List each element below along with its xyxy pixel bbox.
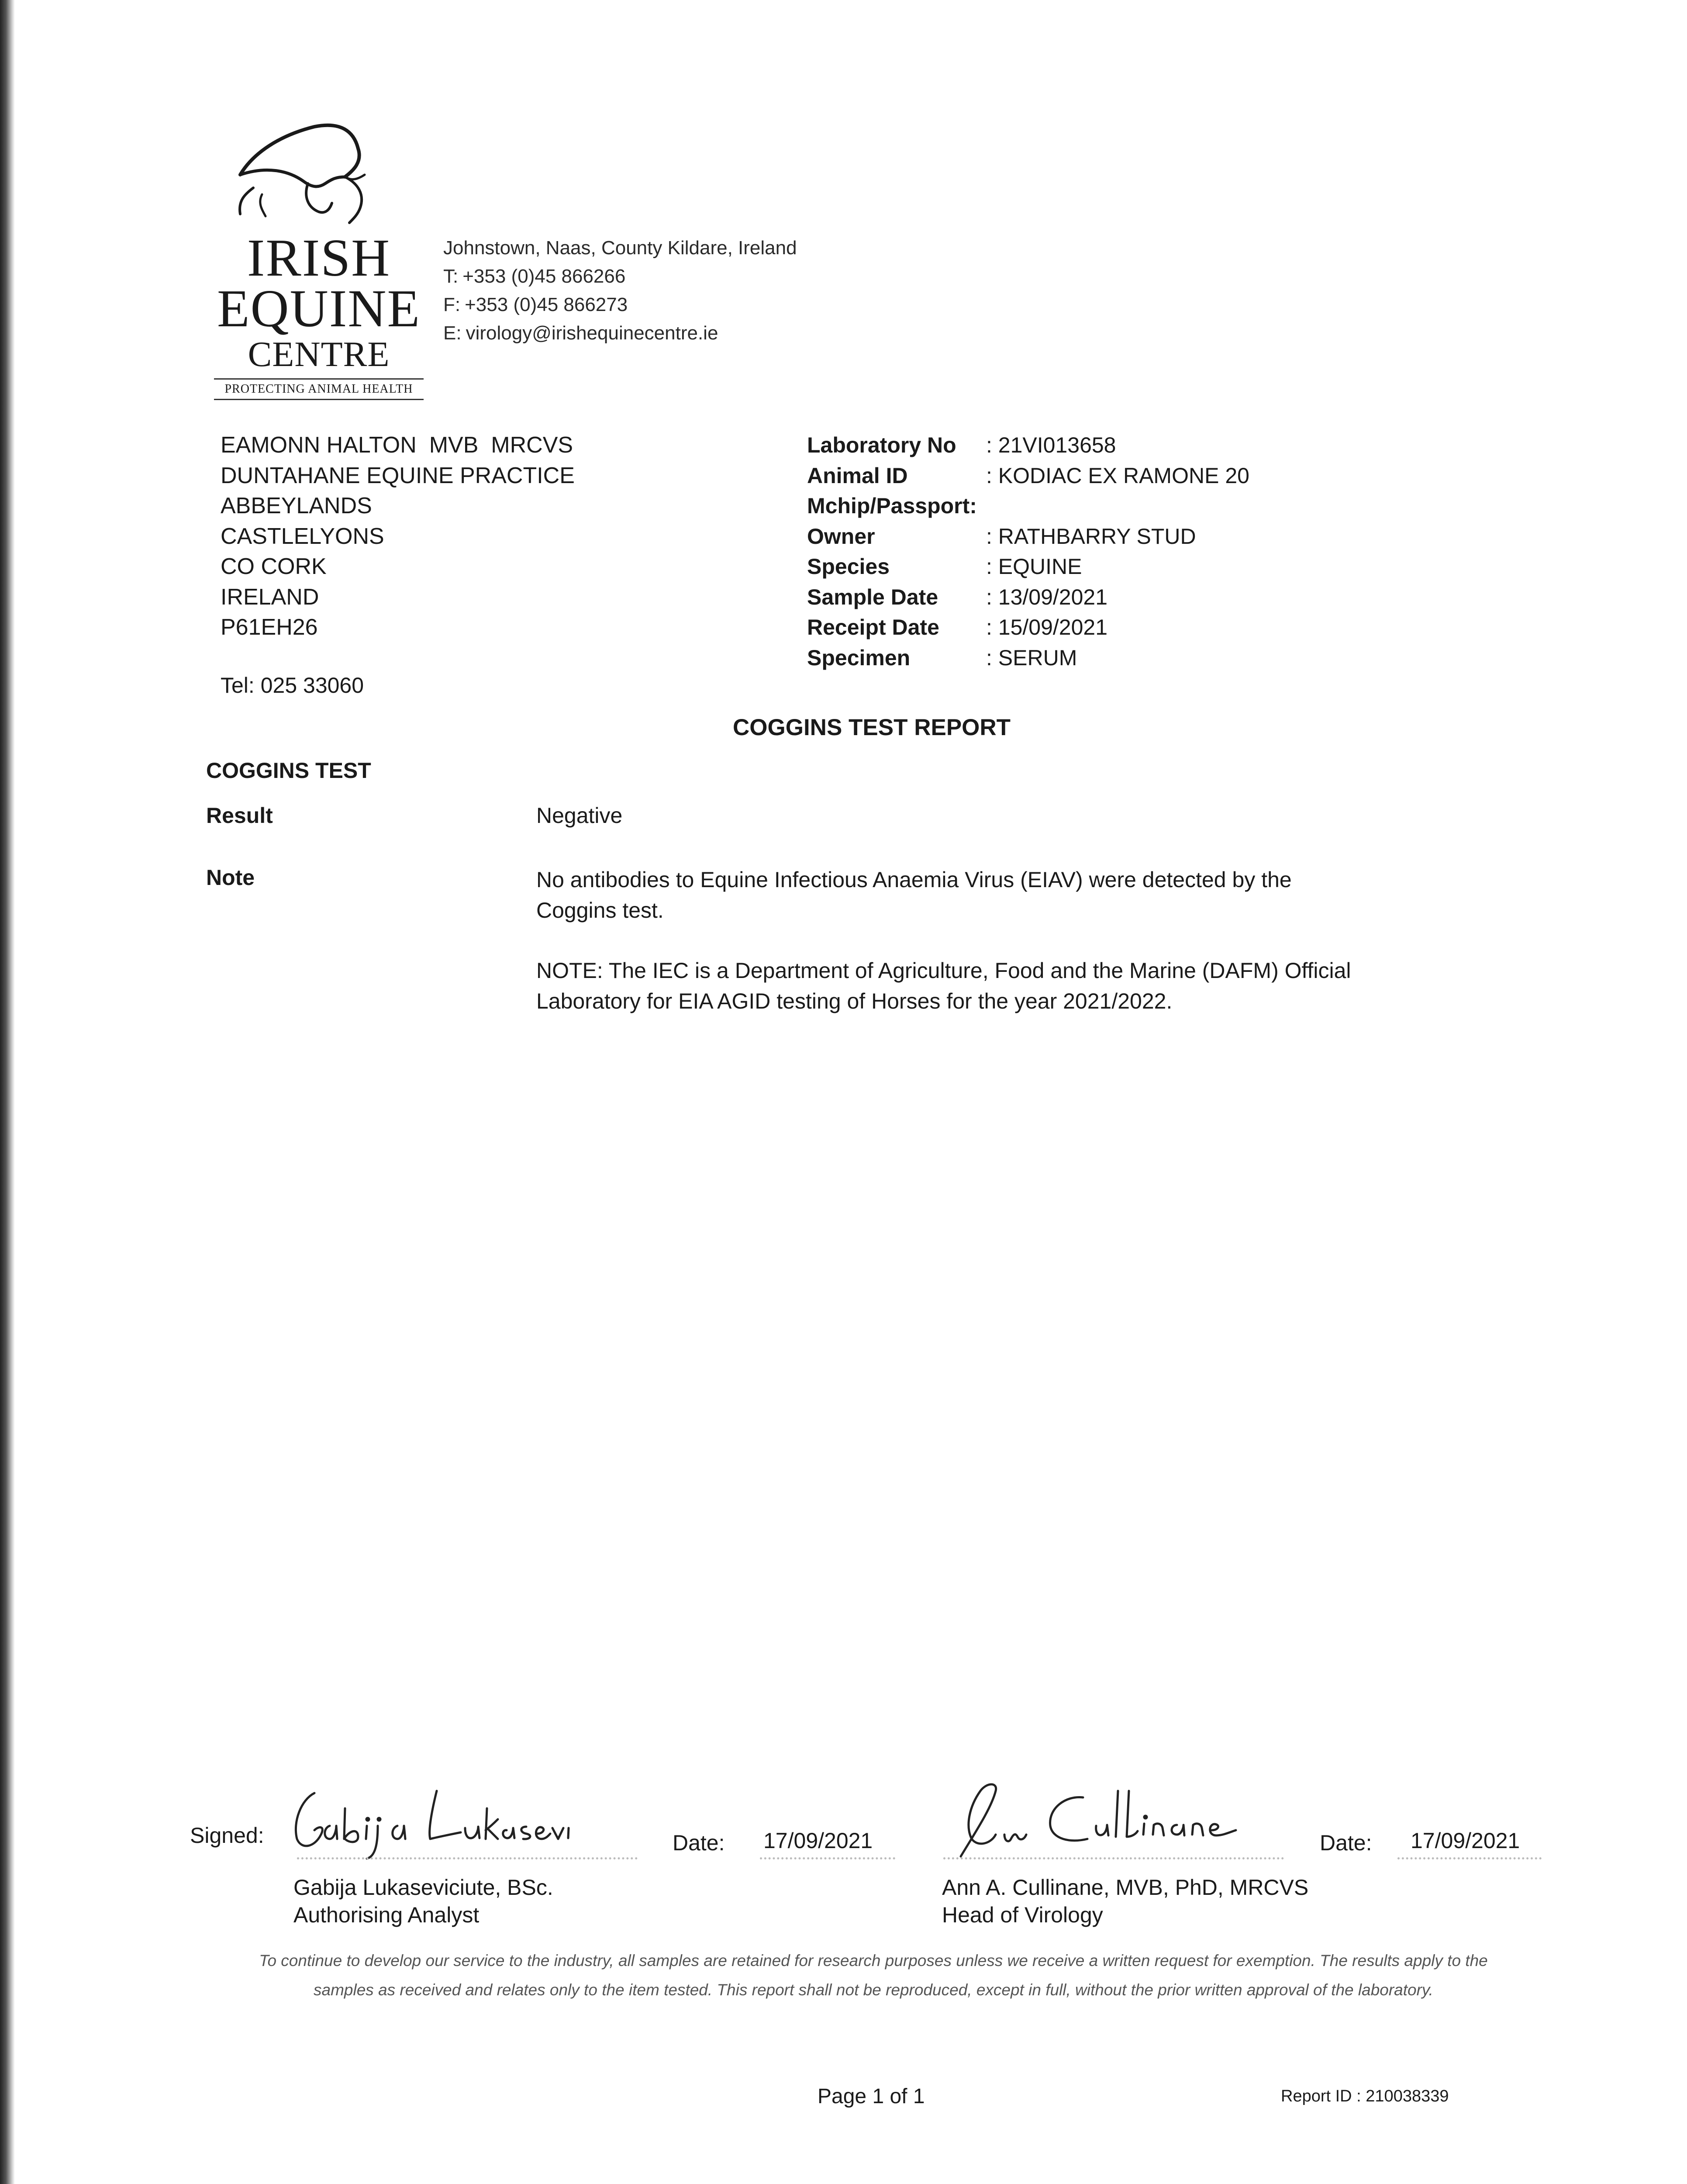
logo-line-2: EQUINE xyxy=(217,279,421,338)
detail-label: Laboratory No xyxy=(807,433,956,457)
sample-details xyxy=(807,430,1249,673)
detail-row xyxy=(807,582,1249,613)
address-line: CASTLELYONS xyxy=(221,523,384,549)
footer-disclaimer: To continue to develop our service to the industry, all samples are retained for research purposes unless we receive a written request for exemption. The results apply to the samples as received and relates only to the item tested. This report shall not be reproduced, except in full, without the prior written approval of the laboratory. xyxy=(259,1952,1488,1999)
detail-value: : 21VI013658 xyxy=(986,433,1116,457)
detail-value: : 15/09/2021 xyxy=(986,615,1108,639)
recipient-tel: Tel: 025 33060 xyxy=(221,673,364,698)
scan-edge xyxy=(0,0,15,2184)
contact-address: Johnstown, Naas, County Kildare, Ireland xyxy=(443,237,797,259)
address-line: IRELAND xyxy=(221,584,319,610)
note-text: No antibodies to Equine Infectious Anaemia Virus (EIAV) were detected by the Coggins test. xyxy=(536,867,1292,923)
detail-row xyxy=(807,643,1249,674)
address-line: P61EH26 xyxy=(221,615,318,640)
detail-row xyxy=(807,461,1249,491)
date-value-right: 17/09/2021 xyxy=(1411,1828,1520,1853)
result-label: Result xyxy=(206,803,273,828)
logo-line-3: CENTRE xyxy=(248,334,390,374)
detail-row xyxy=(807,430,1249,461)
date-label-right: Date: xyxy=(1320,1831,1372,1855)
signer-right-role: Head of Virology xyxy=(942,1903,1103,1927)
note2-text: NOTE: The IEC is a Department of Agriculture, Food and the Marine (DAFM) Official Laboratory for EIA AGID testing of Horses for the year 2021/2022. xyxy=(536,958,1351,1013)
address-line: CO CORK xyxy=(221,554,327,579)
detail-value: : SERUM xyxy=(986,645,1077,670)
contact-fax: +353 (0)45 866273 xyxy=(465,294,628,315)
email-key: E: xyxy=(443,322,462,344)
horse-icon xyxy=(214,118,424,232)
section-heading: COGGINS TEST xyxy=(206,758,371,783)
detail-label: Sample Date xyxy=(807,584,938,609)
address-line: ABBEYLANDS xyxy=(221,493,372,518)
note-label: Note xyxy=(206,865,255,890)
detail-value: : EQUINE xyxy=(986,554,1082,579)
company-logo xyxy=(214,118,424,400)
detail-value: : 13/09/2021 xyxy=(986,584,1108,609)
signed-label: Signed: xyxy=(190,1823,264,1848)
detail-value: : KODIAC EX RAMONE 20 xyxy=(986,463,1249,488)
detail-value: : RATHBARRY STUD xyxy=(986,524,1196,549)
contact-email[interactable]: virology@irishequinecentre.ie xyxy=(466,322,718,344)
page-number: Page 1 of 1 xyxy=(818,2085,925,2108)
signature-left xyxy=(288,1778,585,1861)
signature-right xyxy=(939,1773,1288,1865)
detail-label: Mchip/Passport: xyxy=(807,494,977,518)
detail-row xyxy=(807,612,1249,643)
recipient-address xyxy=(221,430,575,643)
detail-label: Owner xyxy=(807,524,875,549)
signer-right-name: Ann A. Cullinane, MVB, PhD, MRCVS xyxy=(942,1875,1309,1900)
logo-line-1: IRISH xyxy=(247,228,391,287)
detail-row xyxy=(807,552,1249,582)
signature-line-left xyxy=(297,1857,638,1859)
report-id: Report ID : 210038339 xyxy=(1281,2087,1449,2105)
address-line: EAMONN HALTON MVB MRCVS xyxy=(221,432,573,458)
fax-key: F: xyxy=(443,294,461,315)
signer-left-role: Authorising Analyst xyxy=(293,1903,480,1927)
signature-line-right xyxy=(943,1857,1284,1859)
detail-label: Species xyxy=(807,554,890,579)
logo-tagline: PROTECTING ANIMAL HEALTH xyxy=(214,378,424,400)
detail-label: Specimen xyxy=(807,645,911,670)
contact-block xyxy=(443,234,797,347)
signer-left-name: Gabija Lukaseviciute, BSc. xyxy=(293,1875,553,1900)
detail-row xyxy=(807,522,1249,552)
date-label-left: Date: xyxy=(673,1831,725,1855)
phone-key: T: xyxy=(443,266,459,287)
contact-phone: +353 (0)45 866266 xyxy=(462,266,626,287)
detail-row xyxy=(807,491,1249,522)
date-line-right xyxy=(1397,1857,1542,1859)
result-value: Negative xyxy=(536,803,623,828)
detail-label: Animal ID xyxy=(807,463,908,488)
address-line: DUNTAHANE EQUINE PRACTICE xyxy=(221,463,575,488)
detail-label: Receipt Date xyxy=(807,615,939,639)
report-title: COGGINS TEST REPORT xyxy=(733,715,1011,740)
date-value-left: 17/09/2021 xyxy=(763,1828,873,1853)
date-line-left xyxy=(760,1857,895,1859)
